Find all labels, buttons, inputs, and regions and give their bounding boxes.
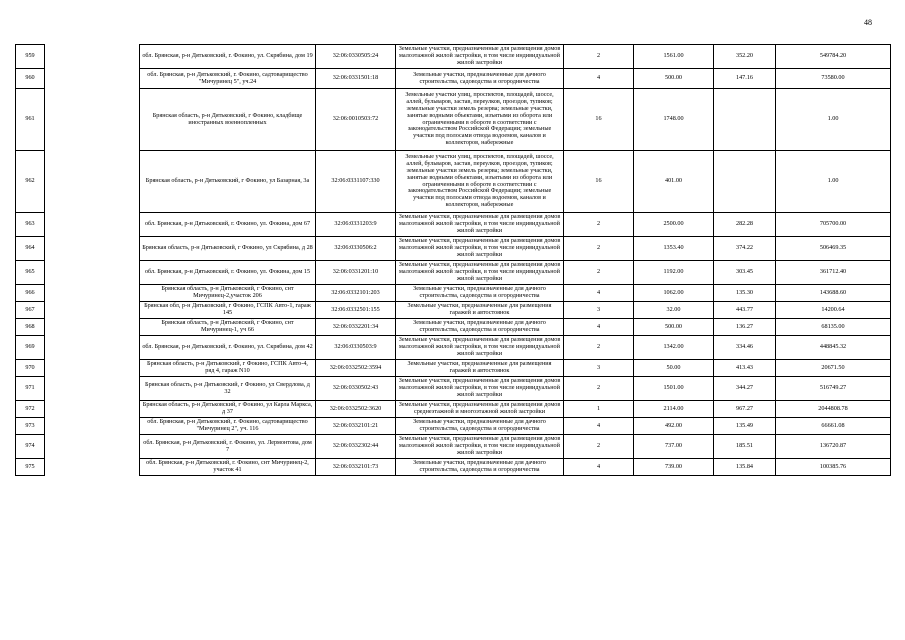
land-use-cell: Земельные участки, предназначенные для размещения домов малоэтажной жилой застройки, в том числе индивидуальной жилой застройки bbox=[396, 336, 564, 360]
cadastral-number-cell: 32:06:0330506:2 bbox=[316, 237, 396, 261]
land-use-cell: Земельные участки улиц, проспектов, площадей, шоссе, аллей, бульваров, застав, переулков, проездов, тупиков; земельные участки земель резерва; земельные участки, занятые водными объектами, изъятыми из оборота или ограниченными в обороте в соответствии с законодательством Российской Федерации; земельные участки под полосами отвода водоемов, каналов и коллекторов, набережные bbox=[396, 151, 564, 213]
row-number: 975 bbox=[16, 459, 45, 476]
page-number: 48 bbox=[864, 18, 872, 27]
land-use-cell: Земельные участки, предназначенные для размещения гаражей и автостоянок bbox=[396, 302, 564, 319]
group-cell: 1 bbox=[564, 401, 634, 418]
specific-value-cell: 967.27 bbox=[714, 401, 776, 418]
land-use-cell: Земельные участки, предназначенные для дачного строительства, садоводства и огородничества bbox=[396, 418, 564, 435]
row-number: 966 bbox=[16, 285, 45, 302]
specific-value-cell: 303.45 bbox=[714, 261, 776, 285]
separator-cell bbox=[45, 435, 140, 459]
specific-value-cell: 147.16 bbox=[714, 69, 776, 89]
land-use-cell: Земельные участки, предназначенные для размещения домов малоэтажной жилой застройки, в том числе индивидуальной жилой застройки bbox=[396, 45, 564, 69]
cadastral-value-cell: 448845.32 bbox=[776, 336, 891, 360]
area-cell: 492.00 bbox=[634, 418, 714, 435]
area-cell: 32.00 bbox=[634, 302, 714, 319]
group-cell: 2 bbox=[564, 237, 634, 261]
cadastral-number-cell: 32:06:0332101:73 bbox=[316, 459, 396, 476]
row-number: 974 bbox=[16, 435, 45, 459]
land-use-cell: Земельные участки, предназначенные для размещения домов малоэтажной жилой застройки, в том числе индивидуальной жилой застройки bbox=[396, 261, 564, 285]
separator-cell bbox=[45, 319, 140, 336]
area-cell: 2114.00 bbox=[634, 401, 714, 418]
address-cell: обл. Брянская, р-н Дятьковский, г. Фокино, ул. Лермонтова, дом 7 bbox=[140, 435, 316, 459]
table-row bbox=[16, 261, 891, 285]
row-number: 961 bbox=[16, 89, 45, 151]
land-use-cell: Земельные участки, предназначенные для дачного строительства, садоводства и огородничества bbox=[396, 459, 564, 476]
group-cell: 4 bbox=[564, 459, 634, 476]
land-use-cell: Земельные участки, предназначенные для дачного строительства, садоводства и огородничества bbox=[396, 319, 564, 336]
separator-cell bbox=[45, 459, 140, 476]
area-cell: 500.00 bbox=[634, 69, 714, 89]
table-row bbox=[16, 336, 891, 360]
area-cell: 1342.00 bbox=[634, 336, 714, 360]
group-cell: 4 bbox=[564, 319, 634, 336]
cadastral-value-cell: 143688.60 bbox=[776, 285, 891, 302]
cadastral-value-cell: 14200.64 bbox=[776, 302, 891, 319]
row-number: 968 bbox=[16, 319, 45, 336]
cadastral-number-cell: 32:06:0331201:10 bbox=[316, 261, 396, 285]
address-cell: обл. Брянская, р-н Дятьковский, г. Фокино, ул. Фокина, дом 15 bbox=[140, 261, 316, 285]
area-cell: 1192.00 bbox=[634, 261, 714, 285]
address-cell: обл. Брянская, р-н Дятьковский, г. Фокино, ул. Фокина, дом 67 bbox=[140, 213, 316, 237]
table-body bbox=[16, 45, 891, 476]
specific-value-cell: 136.27 bbox=[714, 319, 776, 336]
cadastral-value-cell: 361712.40 bbox=[776, 261, 891, 285]
land-use-cell: Земельные участки, предназначенные для размещения домов малоэтажной жилой застройки, в том числе индивидуальной жилой застройки bbox=[396, 213, 564, 237]
table-row bbox=[16, 237, 891, 261]
land-registry-table bbox=[15, 44, 891, 476]
land-use-cell: Земельные участки, предназначенные для размещения домов малоэтажной жилой застройки, в том числе индивидуальной жилой застройки bbox=[396, 435, 564, 459]
land-use-cell: Земельные участки, предназначенные для размещения гаражей и автостоянок bbox=[396, 360, 564, 377]
cadastral-number-cell: 32:06:0332201:34 bbox=[316, 319, 396, 336]
specific-value-cell: 282.28 bbox=[714, 213, 776, 237]
row-number: 963 bbox=[16, 213, 45, 237]
cadastral-value-cell: 136720.87 bbox=[776, 435, 891, 459]
table-row bbox=[16, 302, 891, 319]
separator-cell bbox=[45, 69, 140, 89]
address-cell: Брянская область, р-н Дятьковский, г Фокино, снт Мичуринец-1, уч 66 bbox=[140, 319, 316, 336]
specific-value-cell: 344.27 bbox=[714, 377, 776, 401]
separator-cell bbox=[45, 336, 140, 360]
row-number: 960 bbox=[16, 69, 45, 89]
separator-cell bbox=[45, 261, 140, 285]
specific-value-cell: 135.49 bbox=[714, 418, 776, 435]
table-row bbox=[16, 401, 891, 418]
group-cell: 16 bbox=[564, 151, 634, 213]
separator-cell bbox=[45, 401, 140, 418]
land-use-cell: Земельные участки, предназначенные для размещения домов малоэтажной жилой застройки, в том числе индивидуальной жилой застройки bbox=[396, 237, 564, 261]
separator-cell bbox=[45, 418, 140, 435]
table-row bbox=[16, 151, 891, 213]
row-number: 972 bbox=[16, 401, 45, 418]
cadastral-number-cell: 32:06:0332101:203 bbox=[316, 285, 396, 302]
row-number: 965 bbox=[16, 261, 45, 285]
cadastral-value-cell: 506469.35 bbox=[776, 237, 891, 261]
area-cell: 739.00 bbox=[634, 459, 714, 476]
cadastral-value-cell: 705700.00 bbox=[776, 213, 891, 237]
area-cell: 1062.00 bbox=[634, 285, 714, 302]
address-cell: обл. Брянская, р-н Дятьковский, г. Фокино, садтоварищество "Мичуринец 2", уч. 116 bbox=[140, 418, 316, 435]
table-row bbox=[16, 435, 891, 459]
cadastral-number-cell: 32:06:0330505:24 bbox=[316, 45, 396, 69]
specific-value-cell: 413.43 bbox=[714, 360, 776, 377]
land-use-cell: Земельные участки, предназначенные для размещения домов среднеэтажной и многоэтажной жилой застройки bbox=[396, 401, 564, 418]
cadastral-value-cell: 1.00 bbox=[776, 151, 891, 213]
land-use-cell: Земельные участки, предназначенные для дачного строительства, садоводства и огородничества bbox=[396, 285, 564, 302]
separator-cell bbox=[45, 89, 140, 151]
cadastral-number-cell: 32:06:0332502:3620 bbox=[316, 401, 396, 418]
specific-value-cell: 135.84 bbox=[714, 459, 776, 476]
separator-cell bbox=[45, 360, 140, 377]
row-number: 959 bbox=[16, 45, 45, 69]
specific-value-cell: 185.51 bbox=[714, 435, 776, 459]
address-cell: Брянская обл, р-н Дятьковский, г Фокино, ГСПК Авто-1, гараж 145 bbox=[140, 302, 316, 319]
separator-cell bbox=[45, 302, 140, 319]
cadastral-value-cell: 516749.27 bbox=[776, 377, 891, 401]
cadastral-number-cell: 32:06:0330503:9 bbox=[316, 336, 396, 360]
group-cell: 2 bbox=[564, 435, 634, 459]
address-cell: Брянская область, р-н Дятьковский, г Фокино, ул Базарная, 3а bbox=[140, 151, 316, 213]
group-cell: 3 bbox=[564, 302, 634, 319]
table-row bbox=[16, 89, 891, 151]
group-cell: 2 bbox=[564, 336, 634, 360]
land-use-cell: Земельные участки, предназначенные для размещения домов малоэтажной жилой застройки, в том числе индивидуальной жилой застройки bbox=[396, 377, 564, 401]
cadastral-value-cell: 68135.00 bbox=[776, 319, 891, 336]
address-cell: Брянская область, р-н Дятьковский, г Фокино, ул Карла Маркса, д 37 bbox=[140, 401, 316, 418]
area-cell: 737.00 bbox=[634, 435, 714, 459]
table-row bbox=[16, 418, 891, 435]
row-number: 964 bbox=[16, 237, 45, 261]
table-row bbox=[16, 285, 891, 302]
row-number: 969 bbox=[16, 336, 45, 360]
separator-cell bbox=[45, 237, 140, 261]
separator-cell bbox=[45, 285, 140, 302]
address-cell: Брянская область, р-н Дятьковский, г Фокино, ул Скрябина, д 28 bbox=[140, 237, 316, 261]
cadastral-value-cell: 1.00 bbox=[776, 89, 891, 151]
specific-value-cell bbox=[714, 89, 776, 151]
address-cell: обл. Брянская, р-н Дятьковский, г. Фокино, снт Мичуринец-2, участок 41 bbox=[140, 459, 316, 476]
address-cell: Брянская область, р-н Дятьковский, г Фокино, снт Мичуринец-2,участок 206 bbox=[140, 285, 316, 302]
row-number: 970 bbox=[16, 360, 45, 377]
group-cell: 3 bbox=[564, 360, 634, 377]
separator-cell bbox=[45, 45, 140, 69]
specific-value-cell: 135.30 bbox=[714, 285, 776, 302]
group-cell: 16 bbox=[564, 89, 634, 151]
area-cell: 1748.00 bbox=[634, 89, 714, 151]
specific-value-cell: 352.20 bbox=[714, 45, 776, 69]
group-cell: 2 bbox=[564, 45, 634, 69]
cadastral-number-cell: 32:06:0010503:72 bbox=[316, 89, 396, 151]
cadastral-number-cell: 32:06:0331501:18 bbox=[316, 69, 396, 89]
area-cell: 401.00 bbox=[634, 151, 714, 213]
address-cell: Брянская область, р-н Дятьковский, г Фокино, кладбище иностранных военнопленных bbox=[140, 89, 316, 151]
cadastral-value-cell: 549784.20 bbox=[776, 45, 891, 69]
cadastral-number-cell: 32:06:0331107:330 bbox=[316, 151, 396, 213]
group-cell: 2 bbox=[564, 377, 634, 401]
area-cell: 500.00 bbox=[634, 319, 714, 336]
table-row bbox=[16, 319, 891, 336]
address-cell: обл. Брянская, р-н Дятьковский, г. Фокино, ул. Скрябина, дом 42 bbox=[140, 336, 316, 360]
table-row bbox=[16, 459, 891, 476]
area-cell: 2500.00 bbox=[634, 213, 714, 237]
address-cell: обл. Брянская, р-н Дятьковский, г. Фокино, ул. Скрябина, дом 19 bbox=[140, 45, 316, 69]
specific-value-cell: 443.77 bbox=[714, 302, 776, 319]
cadastral-number-cell: 32:06:0332501:155 bbox=[316, 302, 396, 319]
land-use-cell: Земельные участки улиц, проспектов, площадей, шоссе, аллей, бульваров, застав, переулков, проездов, тупиков; земельные участки земель резерва; земельные участки, занятые водными объектами, изъятыми из оборота или ограниченными в обороте в соответствии с законодательством Российской Федерации; земельные участки под полосами отвода водоемов, каналов и коллекторов, набережные bbox=[396, 89, 564, 151]
specific-value-cell: 334.46 bbox=[714, 336, 776, 360]
separator-cell bbox=[45, 377, 140, 401]
table-row bbox=[16, 213, 891, 237]
area-cell: 50.00 bbox=[634, 360, 714, 377]
cadastral-value-cell: 66661.08 bbox=[776, 418, 891, 435]
cadastral-value-cell: 2044808.78 bbox=[776, 401, 891, 418]
table-row bbox=[16, 69, 891, 89]
table-row bbox=[16, 360, 891, 377]
cadastral-number-cell: 32:06:0332101:21 bbox=[316, 418, 396, 435]
cadastral-value-cell: 20671.50 bbox=[776, 360, 891, 377]
address-cell: Брянская область, р-н Дятьковский, г Фокино, ул Свердлова, д 32 bbox=[140, 377, 316, 401]
cadastral-number-cell: 32:06:0332502:3594 bbox=[316, 360, 396, 377]
row-number: 971 bbox=[16, 377, 45, 401]
area-cell: 1561.00 bbox=[634, 45, 714, 69]
group-cell: 2 bbox=[564, 261, 634, 285]
cadastral-number-cell: 32:06:0330502:43 bbox=[316, 377, 396, 401]
table-row bbox=[16, 45, 891, 69]
specific-value-cell: 374.22 bbox=[714, 237, 776, 261]
cadastral-number-cell: 32:06:0331203:9 bbox=[316, 213, 396, 237]
area-cell: 1353.40 bbox=[634, 237, 714, 261]
land-use-cell: Земельные участки, предназначенные для дачного строительства, садоводства и огородничества bbox=[396, 69, 564, 89]
separator-cell bbox=[45, 213, 140, 237]
group-cell: 2 bbox=[564, 213, 634, 237]
table-row bbox=[16, 377, 891, 401]
row-number: 962 bbox=[16, 151, 45, 213]
address-cell: обл. Брянская, р-н Дятьковский, г. Фокино, садтоварищество "Мичуринец 5", уч.24 bbox=[140, 69, 316, 89]
address-cell: Брянская область, р-н Дятьковский, г Фокино, ГСПК Авто-4, ряд 4, гараж N10 bbox=[140, 360, 316, 377]
area-cell: 1501.00 bbox=[634, 377, 714, 401]
group-cell: 4 bbox=[564, 285, 634, 302]
cadastral-value-cell: 73580.00 bbox=[776, 69, 891, 89]
group-cell: 4 bbox=[564, 418, 634, 435]
separator-cell bbox=[45, 151, 140, 213]
cadastral-value-cell: 100385.76 bbox=[776, 459, 891, 476]
specific-value-cell bbox=[714, 151, 776, 213]
group-cell: 4 bbox=[564, 69, 634, 89]
row-number: 967 bbox=[16, 302, 45, 319]
cadastral-number-cell: 32:06:0332302:44 bbox=[316, 435, 396, 459]
row-number: 973 bbox=[16, 418, 45, 435]
